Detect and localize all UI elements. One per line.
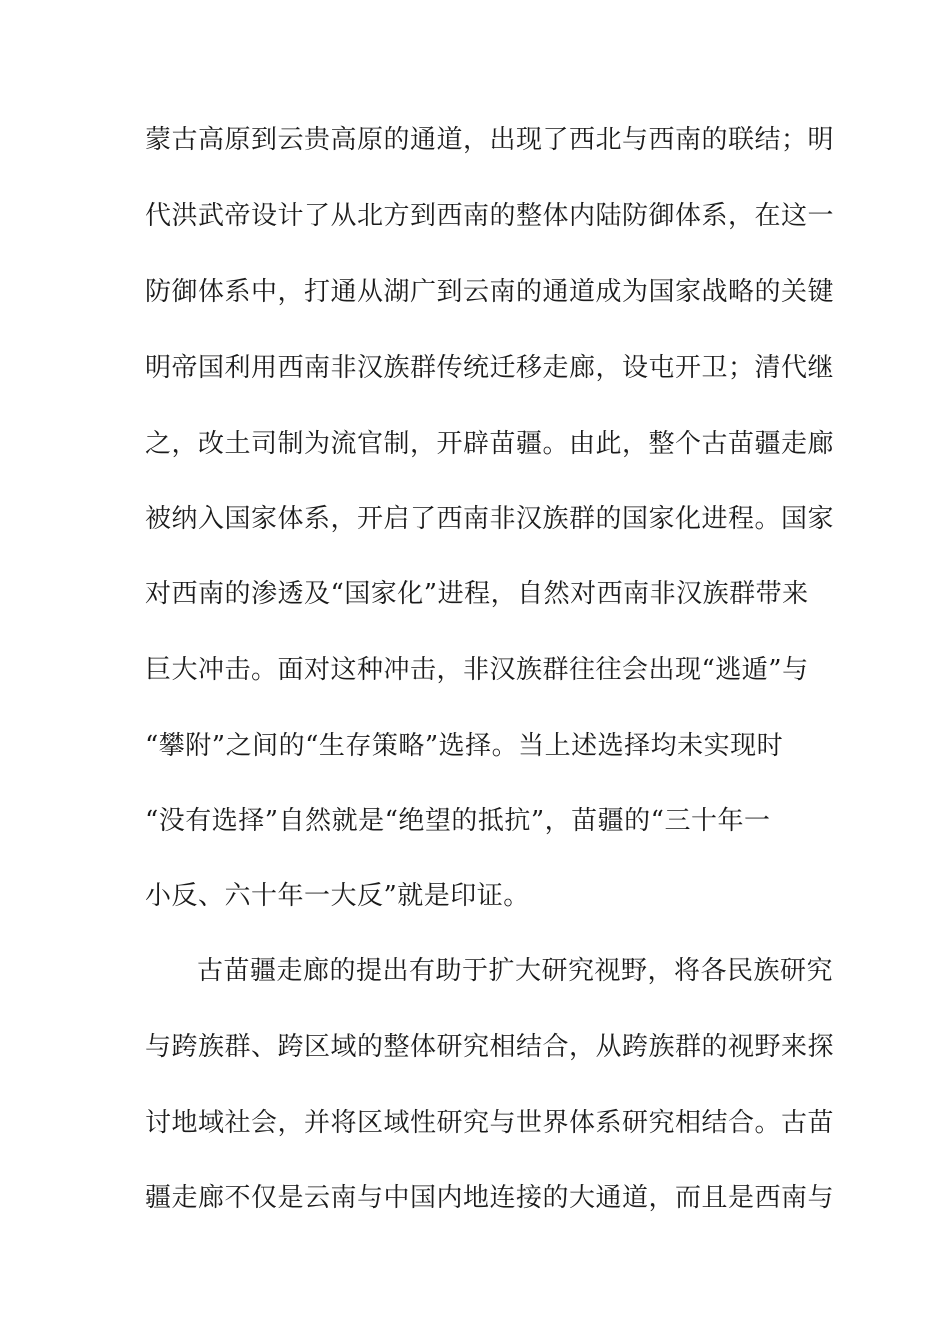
text-line: 之，改土司制为流官制，开辟苗疆。由此，整个古苗疆走廊 (145, 429, 835, 459)
text-line: 古苗疆走廊的提出有助于扩大研究视野，将各民族研究 (197, 956, 834, 986)
text-line: 疆走廊不仅是云南与中国内地连接的大通道，而且是西南与 (145, 1183, 835, 1213)
text-line: 明帝国利用西南非汉族群传统迁移走廊，设屯开卫；清代继 (145, 353, 835, 383)
text-line: 与跨族群、跨区域的整体研究相结合，从跨族群的视野来探 (145, 1032, 835, 1062)
text-line: 讨地域社会，并将区域性研究与世界体系研究相结合。古苗 (145, 1108, 835, 1138)
text-line: 防御体系中，打通从湖广到云南的通道成为国家战略的关键 (145, 277, 835, 307)
text-line: “攀附”之间的“生存策略”选择。当上述选择均未实现时 (145, 731, 784, 761)
text-line: 蒙古高原到云贵高原的通道，出现了西北与西南的联结；明 (145, 125, 835, 155)
text-line: 被纳入国家体系，开启了西南非汉族群的国家化进程。国家 (145, 504, 835, 534)
text-line: 代洪武帝设计了从北方到西南的整体内陆防御体系，在这一 (145, 201, 835, 231)
text-line: “没有选择”自然就是“绝望的抵抗”，苗疆的“三十年一 (145, 806, 771, 836)
text-line: 对西南的渗透及“国家化”进程，自然对西南非汉族群带来 (145, 579, 809, 609)
text-line: 小反、六十年一大反”就是印证。 (145, 881, 530, 911)
text-line: 巨大冲击。面对这种冲击，非汉族群往往会出现“逃遁”与 (145, 655, 809, 685)
